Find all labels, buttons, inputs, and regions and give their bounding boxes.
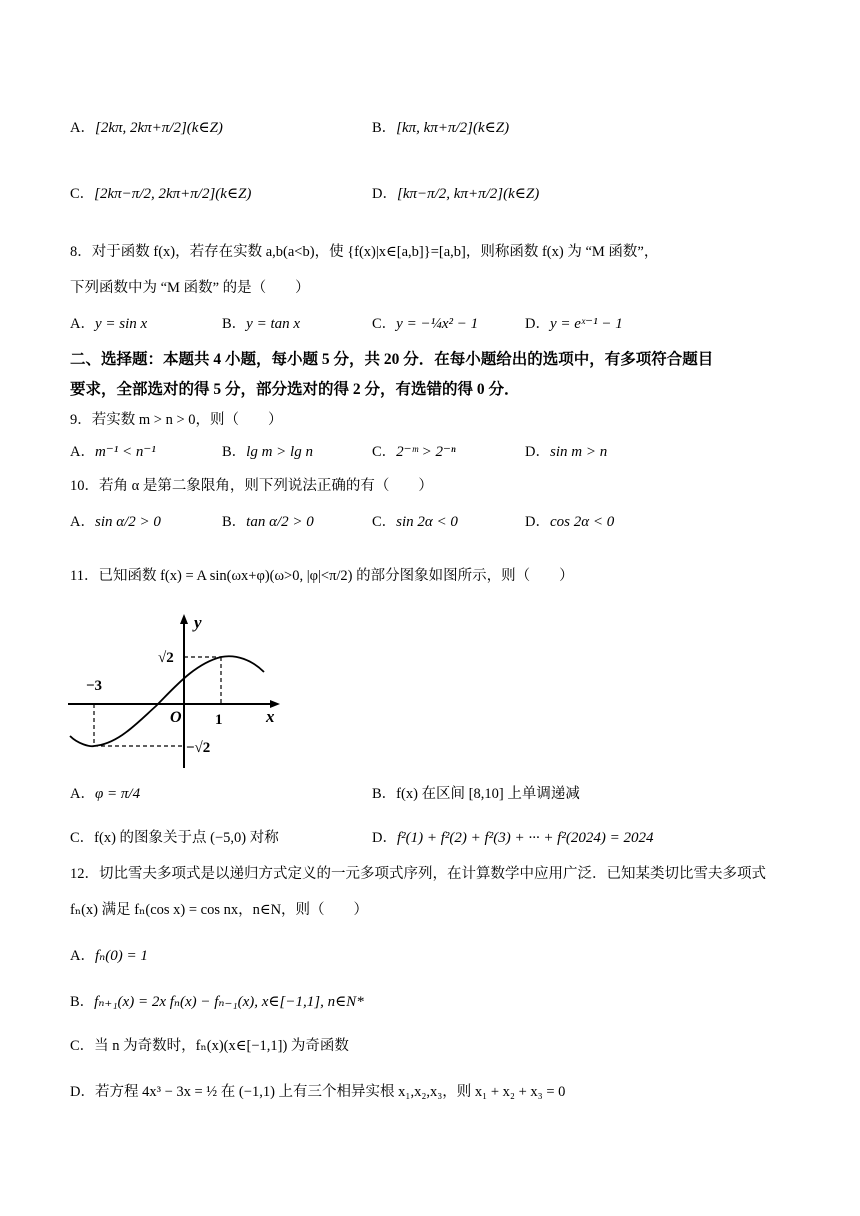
origin-label: O	[170, 709, 182, 726]
q11-stem: 11．已知函数 f(x) = A sin(ωx+φ)(ω>0, |φ|<π/2) 的部分图象如图所示，则（ ）	[70, 568, 574, 584]
q11-option-b: B．f(x) 在区间 [8,10] 上单调递减	[372, 786, 580, 802]
q12-stem-line1: 12．切比雪夫多项式是以递归方式定义的一元多项式序列，在计算数学中应用广泛．已知某类切比雪夫多项式	[70, 866, 766, 882]
section-heading-line1: 二、选择题：本题共 4 小题，每小题 5 分，共 20 分．在每小题给出的选项中，有多项符合题目	[70, 351, 714, 368]
q9-option-b: B．lg m > lg n	[222, 444, 313, 460]
q10-option-c: C．sin 2α < 0	[372, 514, 458, 530]
sine-curve	[70, 656, 264, 746]
q7-option-c: C．[2kπ−π/2, 2kπ+π/2](k∈Z)	[70, 186, 252, 202]
left-tick-label: −3	[86, 678, 103, 694]
q9-option-a: A．m⁻¹ < n⁻¹	[70, 444, 156, 460]
x-axis-label: x	[266, 707, 275, 726]
q10-stem: 10．若角 α 是第二象限角，则下列说法正确的有（ ）	[70, 478, 433, 494]
q8-stem-line2: 下列函数中为 “M 函数” 的是（ ）	[70, 280, 310, 296]
y-axis-arrow	[180, 614, 188, 624]
q12-option-b: B．fₙ₊₁(x) = 2x fₙ(x) − fₙ₋₁(x), x∈[−1,1], n∈N*	[70, 994, 364, 1010]
q10-option-d: D．cos 2α < 0	[525, 514, 615, 530]
q12-option-c: C．当 n 为奇数时，fₙ(x)(x∈[−1,1]) 为奇函数	[70, 1038, 349, 1054]
q7-option-b: B．[kπ, kπ+π/2](k∈Z)	[372, 120, 510, 136]
right-tick-label: 1	[215, 712, 223, 728]
q8-stem-line1: 8．对于函数 f(x)，若存在实数 a,b(a<b)，使 {f(x)|x∈[a,b]}=[a,b]，则称函数 f(x) 为 “M 函数”，	[70, 244, 659, 260]
min-value-label: −√2	[186, 740, 211, 756]
q12-stem-line2: fₙ(x) 满足 fₙ(cos x) = cos nx，n∈N，则（ ）	[70, 902, 369, 918]
q9-option-d: D．sin m > n	[525, 444, 608, 460]
q12-option-a: A．fₙ(0) = 1	[70, 948, 148, 964]
q8-option-c: C．y = −¼x² − 1	[372, 316, 479, 332]
sine-graph-figure	[66, 606, 296, 772]
section-heading-line2: 要求，全部选对的得 5 分，部分选对的得 2 分，有选错的得 0 分．	[70, 381, 520, 398]
q11-option-a: A．φ = π/4	[70, 786, 141, 802]
q8-option-d: D．y = eˣ⁻¹ − 1	[525, 316, 623, 332]
q12-option-d: D．若方程 4x³ − 3x = ½ 在 (−1,1) 上有三个相异实根 x₁,x₂,x₃，则 x₁ + x₂ + x₃ = 0	[70, 1084, 566, 1100]
q9-option-c: C．2⁻ᵐ > 2⁻ⁿ	[372, 444, 456, 460]
q9-stem: 9．若实数 m > n > 0，则（ ）	[70, 412, 283, 428]
q10-option-b: B．tan α/2 > 0	[222, 514, 314, 530]
max-value-label: √2	[158, 650, 174, 666]
y-axis-label: y	[194, 613, 202, 632]
q8-option-a: A．y = sin x	[70, 316, 148, 332]
q10-option-a: A．sin α/2 > 0	[70, 514, 161, 530]
q11-option-d: D．f²(1) + f²(2) + f²(3) + ··· + f²(2024) = 2024	[372, 830, 654, 846]
q8-option-b: B．y = tan x	[222, 316, 301, 332]
q7-option-a: A．[2kπ, 2kπ+π/2](k∈Z)	[70, 120, 223, 136]
q7-option-d: D．[kπ−π/2, kπ+π/2](k∈Z)	[372, 186, 540, 202]
q11-option-c: C．f(x) 的图象关于点 (−5,0) 对称	[70, 830, 279, 846]
